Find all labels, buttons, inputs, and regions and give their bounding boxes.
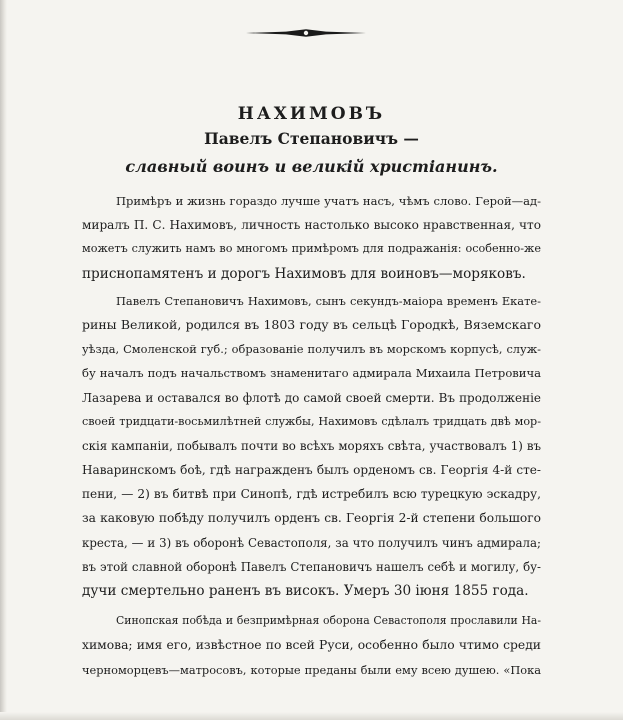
text-line: Лазарева и оставался во флотѣ до самой своей смерти. Въ продолженіе <box>82 390 541 405</box>
text-line: уѣзда, Смоленской губ.; образованіе получилъ въ морскомъ корпусѣ, служ- <box>82 342 541 357</box>
page-bottom-edge <box>0 712 623 720</box>
paragraph-2 <box>82 289 541 603</box>
text-line: Павелъ Степановичъ Нахимовъ, сынъ секундъ-маіора временъ Екате- <box>116 293 541 308</box>
text-line: скія кампаніи, побывалъ почти во всѣхъ моряхъ свѣта, участвовалъ 1) въ <box>82 438 541 453</box>
text-line: Наваринскомъ боѣ, гдѣ награжденъ былъ орденомъ св. Георгія 4-й сте- <box>82 463 541 478</box>
decorative-rule-ornament <box>246 27 366 39</box>
text-line: за каковую побѣду получилъ орденъ св. Георгія 2-й степени большого <box>82 511 541 526</box>
text-line: Примѣръ и жизнь гораздо лучше учатъ насъ, чѣмъ слово. Герой—ад- <box>116 194 541 208</box>
text-line: бу началъ подъ начальствомъ знаменитаго адмирала Михаила Петровича <box>82 366 541 381</box>
subtitle-epithet: славный воинъ и великій христіанинъ. <box>125 157 498 176</box>
text-line: рины Великой, родился въ 1803 году въ сельцѣ Городкѣ, Вяземскаго <box>82 316 541 332</box>
text-line: пени, — 2) въ битвѣ при Синопѣ, гдѣ истребилъ всю турецкую эскадру, <box>82 487 541 502</box>
text-line: миралъ П. С. Нахимовъ, личность настолько высоко нравственная, что <box>82 218 541 233</box>
paragraph-3 <box>82 609 541 682</box>
text-line: химова; имя его, извѣстное по всей Руси, особенно было чтимо среди <box>82 638 541 653</box>
paragraph-1 <box>82 189 541 286</box>
text-line: можетъ служить намъ во многомъ примѣромъ для подражанія: особенно-же <box>82 242 541 256</box>
text-line: черноморцевъ—матросовъ, которые преданы были ему всею душею. «Пока <box>82 662 541 677</box>
text-line: Синопская побѣда и безпримѣрная оборона Севастополя прославили На- <box>116 614 541 628</box>
subtitle-name: Павелъ Степановичъ — <box>204 129 419 148</box>
body-text <box>0 189 623 685</box>
text-line: креста, — и 3) въ оборонѣ Севастополя, за что получилъ чинъ адмирала; <box>82 535 541 550</box>
page-title: НАХИМОВЪ <box>237 104 386 124</box>
text-line: приснопамятенъ и дорогъ Нахимовъ для воиновъ—моряковъ. <box>82 265 526 282</box>
text-line: своей тридцати-восьмилѣтней службы, Нахимовъ сдѣлалъ тридцать двѣ мор- <box>82 414 541 428</box>
text-line: дучи смертельно раненъ въ високъ. Умеръ 30 іюня 1855 года. <box>82 583 529 599</box>
text-line: въ этой славной оборонѣ Павелъ Степановичъ нашелъ себѣ и могилу, бу- <box>82 559 541 574</box>
